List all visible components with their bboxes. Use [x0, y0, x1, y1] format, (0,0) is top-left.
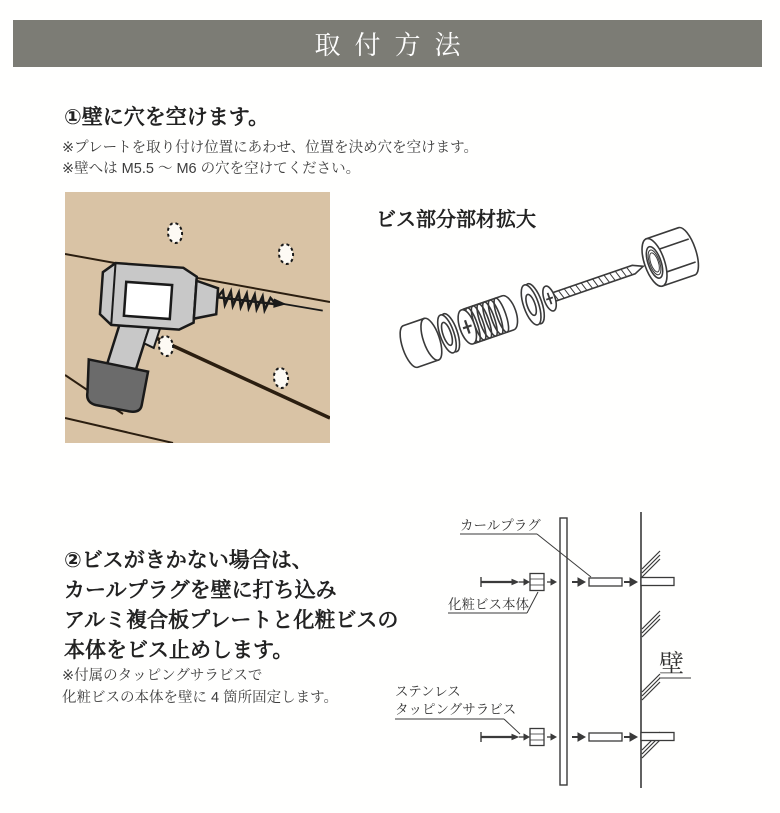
wall-label: 壁	[659, 650, 685, 678]
arrow-icon	[578, 733, 585, 741]
threaded-screw-body	[454, 293, 521, 346]
curl-plug	[589, 578, 622, 586]
screw-body-label: 化粧ビス本体	[448, 597, 529, 612]
curl-plug-label: カールプラグ	[460, 518, 541, 533]
arrow-icon	[524, 579, 529, 585]
assembly-row-top	[481, 574, 674, 591]
step1-heading: ①壁に穴を空けます。	[64, 106, 270, 129]
curl-plug	[589, 733, 622, 741]
screw-parts-exploded-diagram	[370, 218, 770, 400]
step2-note-2: 化粧ビスの本体を壁に 4 箇所固定します。	[62, 690, 338, 706]
stainless-screw-label-line1: ステンレス	[395, 684, 461, 699]
parts-diagram-title: ビス部分部材拡大	[376, 209, 536, 231]
stainless-screw-label-line2: タッピングサラビス	[395, 702, 517, 717]
step2-heading-line3: アルミ複合板プレートと化粧ビスの	[64, 609, 399, 632]
screw-body-cross-section	[530, 574, 544, 591]
arrow-icon	[630, 578, 637, 586]
step2-heading-line2: カールプラグを壁に打ち込み	[64, 579, 337, 602]
curl-plug-inserted	[641, 578, 674, 586]
step1-note-2: ※壁へは M5.5 ～ M6 の穴を空けてください。	[62, 161, 361, 177]
step1-note-1: ※プレートを取り付け位置にあわせ、位置を決め穴を空けます。	[62, 140, 478, 156]
arrow-icon	[630, 733, 637, 741]
arrow-icon	[578, 578, 585, 586]
arrow-icon	[524, 734, 529, 740]
stainless-screw-label	[395, 683, 516, 719]
drill-chuck	[194, 281, 219, 320]
screw-body-cross-section	[530, 729, 544, 746]
step2-heading-line1: ②ビスがきかない場合は、	[64, 549, 313, 572]
screw-tip	[512, 580, 518, 585]
assembly-row-bottom	[481, 729, 674, 746]
curl-plug-inserted	[641, 733, 674, 741]
screw-tip	[512, 735, 518, 740]
drill-label-window	[124, 282, 172, 319]
arrow-icon	[551, 734, 556, 740]
drill-wall-illustration	[65, 192, 330, 443]
step2-note-1: ※付属のタッピングサラビスで	[62, 668, 263, 684]
tapping-screw	[540, 254, 647, 313]
wall-mounting-diagram	[390, 505, 780, 805]
step2-heading-line4: 本体をビス止めします。	[64, 639, 294, 662]
plate-cross-section	[560, 518, 567, 785]
hex-nut	[637, 225, 703, 290]
section-header	[13, 20, 762, 67]
arrow-icon	[551, 579, 556, 585]
page-title: 取付方法	[314, 30, 475, 60]
